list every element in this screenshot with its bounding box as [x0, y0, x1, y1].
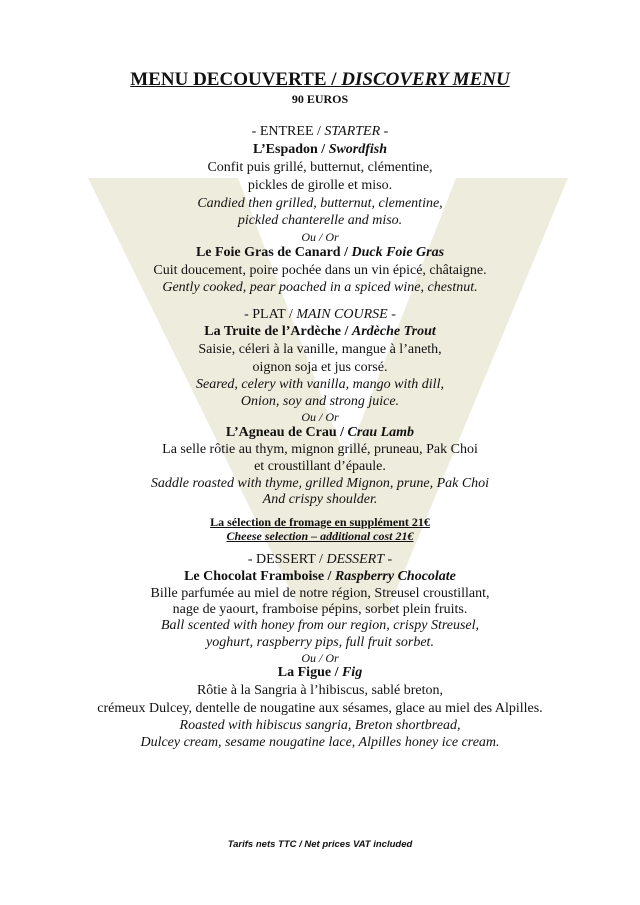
dish-description-en: Saddle roasted with thyme, grilled Mignon, prune, Pak Choi: [150, 476, 490, 491]
dish-description-fr: pickles de girolle et miso.: [247, 178, 393, 193]
dish-description-fr: La selle rôtie au thym, mignon grillé, pruneau, Pak Choi: [162, 442, 478, 457]
dish-name-swordfish: L’Espadon / Swordfish: [252, 142, 388, 157]
dish-description-en: yoghurt, raspberry pips, full fruit sorbet.: [206, 635, 434, 650]
section-heading-dessert: - DESSERT / DESSERT -: [247, 552, 393, 567]
menu-title: MENU DECOUVERTE / DISCOVERY MENU: [130, 69, 510, 90]
or-separator: Ou / Or: [301, 651, 339, 665]
dish-description-fr: oignon soja et jus corsé.: [252, 360, 388, 375]
menu-price: 90 EUROS: [291, 92, 349, 106]
dish-name-trout: La Truite de l’Ardèche / Ardèche Trout: [204, 324, 436, 339]
or-separator: Ou / Or: [301, 410, 339, 424]
cheese-supplement-fr: La sélection de fromage en supplément 21€: [210, 515, 430, 529]
footer-note: Tarifs nets TTC / Net prices VAT included: [227, 839, 413, 850]
section-heading-main-course: - PLAT / MAIN COURSE -: [244, 307, 396, 322]
dish-description-fr: Cuit doucement, poire pochée dans un vin épicé, châtaigne.: [153, 263, 487, 278]
dish-description-fr: nage de yaourt, framboise pépins, sorbet plein fruits.: [172, 602, 468, 617]
dish-description-en: Ball scented with honey from our region, crispy Streusel,: [160, 618, 480, 633]
dish-description-fr: crémeux Dulcey, dentelle de nougatine aux sésames, glace au miel des Alpilles.: [97, 701, 543, 716]
dish-description-fr: Rôtie à la Sangria à l’hibiscus, sablé breton,: [196, 683, 444, 698]
section-heading-starter: - ENTREE / STARTER -: [251, 124, 389, 139]
dish-name-foie-gras: Le Foie Gras de Canard / Duck Foie Gras: [195, 245, 445, 260]
dish-description-en: Gently cooked, pear poached in a spiced wine, chestnut.: [162, 280, 478, 295]
dish-description-fr: Saisie, céleri à la vanille, mangue à l’aneth,: [198, 342, 442, 357]
cheese-supplement-en: Cheese selection – additional cost 21€: [226, 529, 414, 543]
dish-description-fr: Confit puis grillé, butternut, clémentine,: [207, 160, 433, 175]
dish-description-en: Candied then grilled, butternut, clementine,: [197, 196, 443, 211]
dish-description-fr: Bille parfumée au miel de notre région, Streusel croustillant,: [150, 586, 490, 601]
dish-name-fig: La Figue / Fig: [277, 665, 363, 680]
or-separator: Ou / Or: [301, 230, 339, 244]
dish-description-en: pickled chanterelle and miso.: [237, 213, 403, 228]
dish-description-en: Seared, celery with vanilla, mango with dill,: [196, 377, 444, 392]
dish-description-en: Dulcey cream, sesame nougatine lace, Alpilles honey ice cream.: [140, 735, 500, 750]
dish-name-raspberry-chocolate: Le Chocolat Framboise / Raspberry Chocolate: [184, 569, 456, 584]
dish-name-lamb: L’Agneau de Crau / Crau Lamb: [225, 425, 415, 440]
dish-description-en: Roasted with hibiscus sangria, Breton shortbread,: [179, 718, 461, 733]
dish-description-fr: et croustillant d’épaule.: [254, 459, 386, 474]
dish-description-en: And crispy shoulder.: [262, 492, 378, 507]
dish-description-en: Onion, soy and strong juice.: [240, 394, 400, 409]
